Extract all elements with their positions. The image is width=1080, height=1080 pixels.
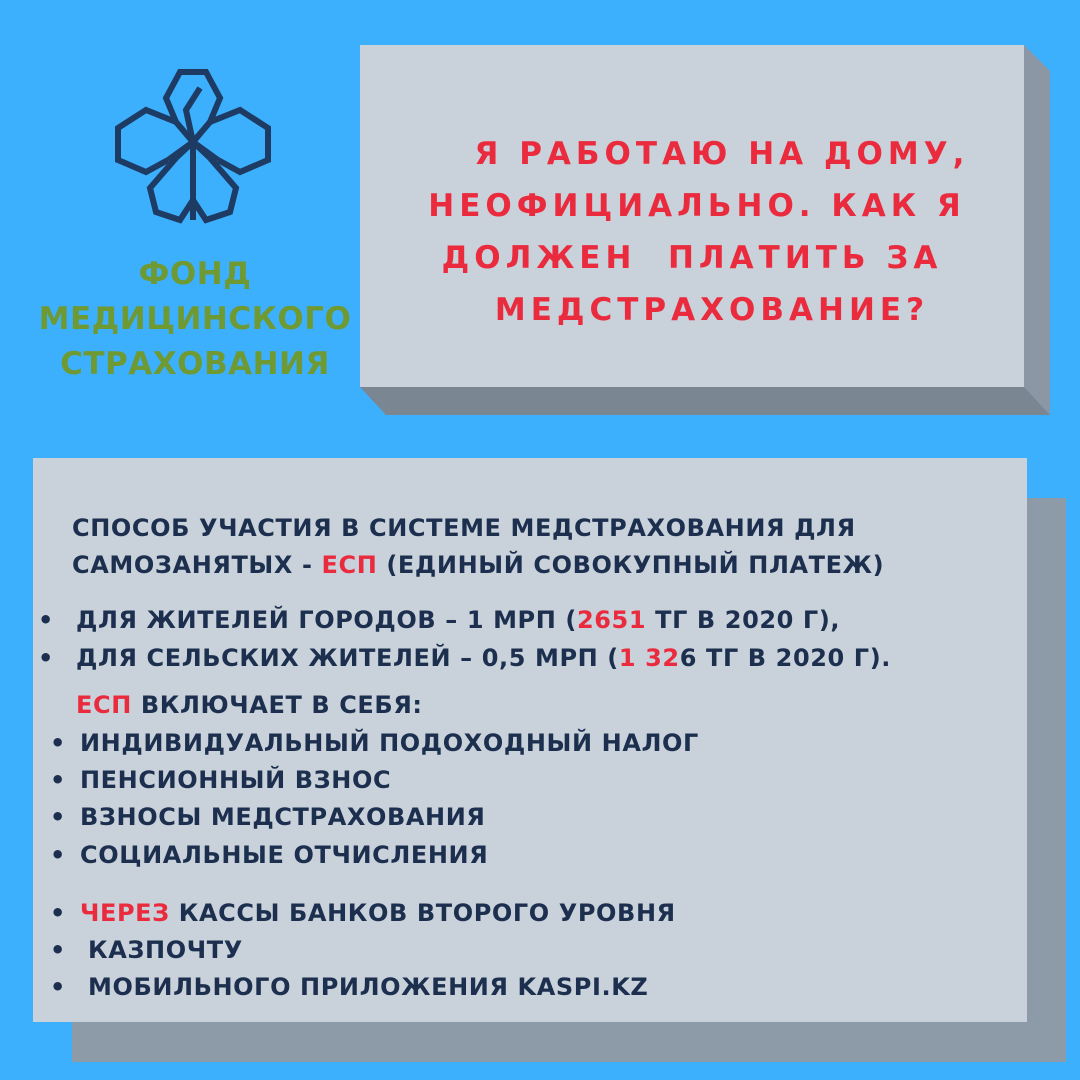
intro-line-2	[72, 550, 884, 580]
question-line-3: ДОЛЖЕН ПЛАТИТЬ ЗА	[441, 240, 943, 276]
rate-city-text: ДЛЯ ЖИТЕЛЕЙ ГОРОДОВ – 1 МРП (	[76, 606, 577, 634]
channel-via: ЧЕРЕЗ	[80, 899, 170, 927]
includes-item-3: ВЗНОСЫ МЕДСТРАХОВАНИЯ	[80, 803, 486, 831]
includes-bullet-2: •	[50, 766, 66, 794]
rate-bullet-1: •	[38, 606, 54, 634]
channel-bullet-1: •	[50, 899, 66, 927]
channel-banks	[80, 898, 676, 928]
rate-rural-rest: 6 ТГ В 2020 Г).	[679, 644, 891, 672]
question-line-1: Я РАБОТАЮ НА ДОМУ,	[474, 136, 970, 172]
includes-item-2: ПЕНСИОННЫЙ ВЗНОС	[80, 766, 392, 794]
channel-bullet-2: •	[50, 936, 66, 964]
rate-city-amount: 2651	[576, 606, 647, 634]
includes-bullet-4: •	[50, 841, 66, 869]
rate-bullet-2: •	[38, 644, 54, 672]
brand-name	[20, 252, 370, 387]
rate-rural-amount: 1 32	[618, 644, 680, 672]
includes-text: ВКЛЮЧАЕТ В СЕБЯ:	[131, 691, 423, 719]
includes-item-4: СОЦИАЛЬНЫЕ ОТЧИСЛЕНИЯ	[80, 841, 489, 869]
brand-name-line-1: ФОНД	[138, 256, 252, 292]
question-line-2: НЕОФИЦИАЛЬНО. КАК Я	[428, 188, 966, 224]
intro-line-2-text: САМОЗАНЯТЫХ -	[72, 551, 322, 579]
includes-bullet-3: •	[50, 803, 66, 831]
includes-heading	[76, 690, 423, 720]
includes-bullet-1: •	[50, 729, 66, 757]
question-text	[360, 128, 1024, 336]
channel-kaspi: МОБИЛЬНОГО ПРИЛОЖЕНИЯ KASPI.KZ	[88, 973, 649, 1001]
question-line-4: МЕДСТРАХОВАНИЕ?	[494, 292, 930, 328]
rate-city	[76, 605, 840, 635]
includes-esp: ЕСП	[76, 691, 132, 719]
rate-rural-text: ДЛЯ СЕЛЬСКИХ ЖИТЕЛЕЙ – 0,5 МРП (	[76, 644, 619, 672]
includes-item-1: ИНДИВИДУАЛЬНЫЙ ПОДОХОДНЫЙ НАЛОГ	[80, 729, 699, 757]
rate-city-rest: ТГ В 2020 Г),	[646, 606, 841, 634]
rate-rural	[76, 643, 891, 673]
intro-line-2-rest: (ЕДИНЫЙ СОВОКУПНЫЙ ПЛАТЕЖ)	[377, 551, 885, 579]
intro-line-1: СПОСОБ УЧАСТИЯ В СИСТЕМЕ МЕДСТРАХОВАНИЯ ДЛЯ	[72, 514, 856, 542]
esp-highlight: ЕСП	[321, 551, 378, 579]
channel-banks-text: КАССЫ БАНКОВ ВТОРОГО УРОВНЯ	[169, 899, 676, 927]
channel-kazpost: КАЗПОЧТУ	[88, 936, 243, 964]
brand-name-line-2: МЕДИЦИНСКОГО	[38, 301, 352, 337]
snowflake-hex-logo-icon	[108, 60, 278, 225]
brand-name-line-3: СТРАХОВАНИЯ	[60, 346, 330, 382]
channel-bullet-3: •	[50, 973, 66, 1001]
